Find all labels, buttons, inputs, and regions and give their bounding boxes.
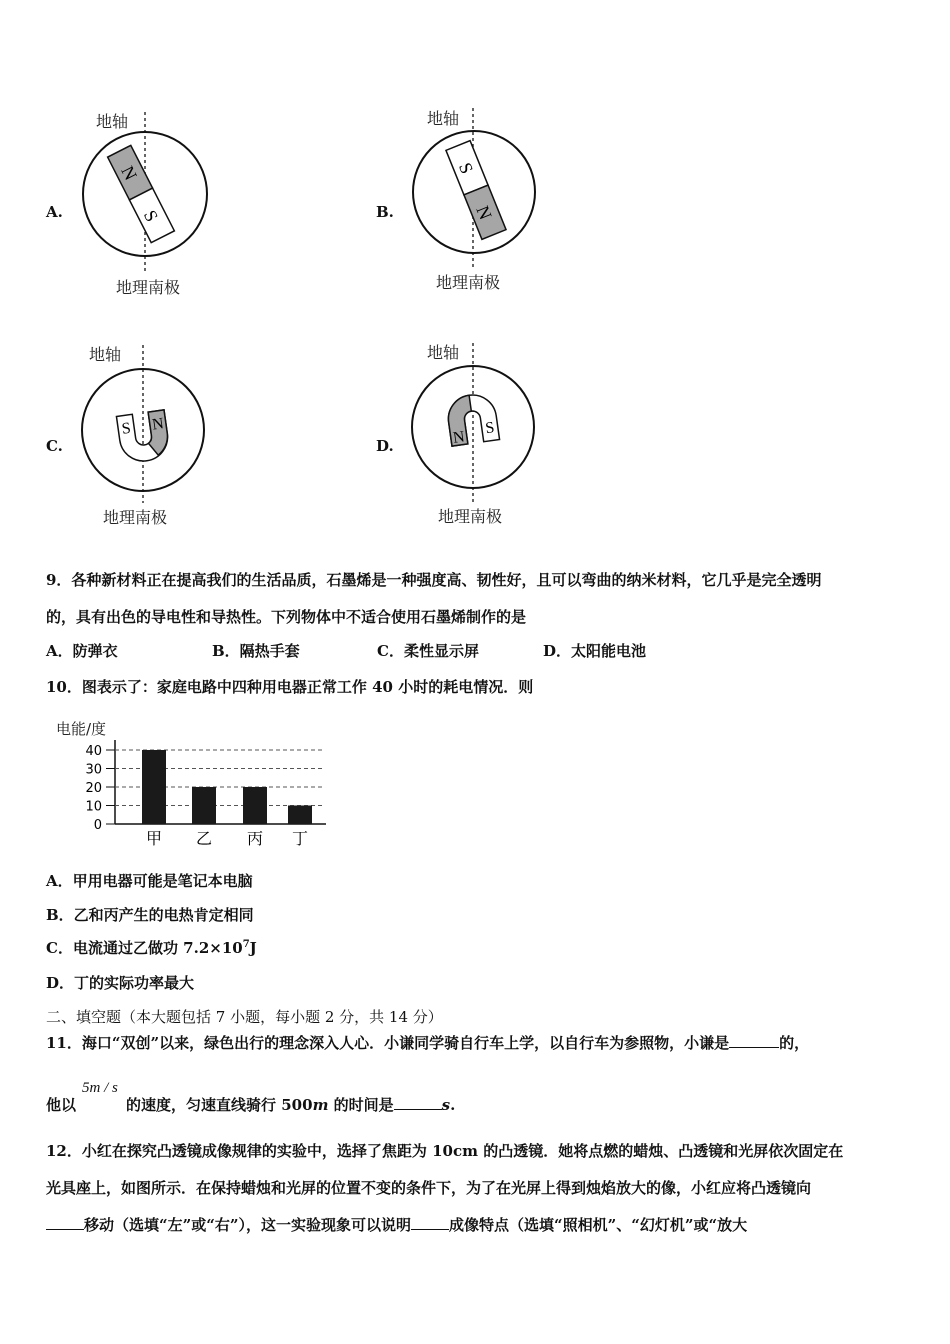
answer-blank-2[interactable] [394, 1109, 442, 1110]
q12-line1: 12．小红在探究凸透镜成像规律的实验中，选择了焦距为 10cm 的凸透镜．她将点燃的蜡烛、凸透镜和光屏依次固定在 [46, 1142, 844, 1160]
chart-ylabel: 电能/度 [56, 720, 107, 738]
north-pole-label: N [117, 162, 142, 184]
q9-stem-line2: 的，具有出色的导电性和导热性。下列物体中不适合使用石墨烯制作的是 [46, 608, 527, 626]
speed-expression: 5m / s [82, 1080, 118, 1096]
option-d-letter: D. [376, 437, 394, 455]
south-pole-label: 地理南极 [116, 278, 181, 297]
q12-line3: 移动（选填“左”或“右”），这一实验现象可以说明 成像特点（选填“照相机”、“幻灯机”或“放大 [46, 1214, 747, 1235]
q11-line1: 11．海口“双创”以来，绿色出行的理念深入人心．小谦同学骑自行车上学，以自行车为参照物，小谦是 的， [46, 1034, 810, 1052]
axis-label: 地轴 [96, 112, 129, 131]
axis-label: 地轴 [427, 343, 460, 362]
energy-bar-chart [50, 712, 340, 852]
south-pole-label: 地理南极 [438, 507, 503, 526]
compass-figure-d [405, 343, 550, 503]
q9-stem-line1: 9．各种新材料正在提高我们的生活品质，石墨烯是一种强度高、韧性好，且可以弯曲的纳米材料，它几乎是完全透明 [46, 571, 822, 589]
q11-line2: 他以 的速度，匀速直线骑行 500m 的时间是 s. [46, 1096, 456, 1114]
q10-stem: 10．图表示了：家庭电路中四种用电器正常工作 40 小时的耗电情况．则 [46, 678, 534, 696]
category-label: 甲 [145, 829, 163, 848]
q10-option-d: D．丁的实际功率最大 [46, 974, 195, 992]
q12-line2: 光具座上，如图所示．在保持蜡烛和光屏的位置不变的条件下，为了在光屏上得到烛焰放大的像，小红应将凸透镜向 [46, 1179, 812, 1197]
category-label: 丁 [291, 829, 309, 848]
south-pole-label: S [139, 206, 163, 225]
q9-option-d: D．太阳能电池 [543, 642, 647, 660]
answer-blank-4[interactable] [411, 1229, 449, 1230]
compass-figure-b [400, 108, 550, 278]
south-pole-label: S [120, 419, 132, 438]
bar-丁 [288, 806, 312, 825]
south-pole-label: 地理南极 [103, 508, 168, 527]
option-b-letter: B. [376, 203, 394, 221]
bar-丙 [243, 787, 267, 824]
category-label: 乙 [195, 829, 213, 848]
q10-option-a: A．甲用电器可能是笔记本电脑 [46, 872, 253, 890]
answer-blank-1[interactable] [729, 1047, 779, 1048]
y-tick-label: 20 [85, 781, 102, 796]
section-2-title: 二、填空题（本大题包括 7 小题，每小题 2 分，共 14 分） [46, 1008, 443, 1026]
compass-figure-a [70, 112, 220, 282]
option-c-letter: C. [46, 437, 63, 455]
answer-blank-3[interactable] [46, 1229, 84, 1230]
south-pole-label: S [484, 419, 496, 438]
axis-label: 地轴 [427, 109, 460, 128]
q9-option-b: B．隔热手套 [212, 642, 300, 660]
bar-甲 [142, 750, 166, 824]
y-tick-label: 10 [85, 799, 102, 815]
q9-option-c: C．柔性显示屏 [377, 642, 479, 660]
option-a-letter: A. [46, 203, 63, 221]
bar-乙 [192, 787, 216, 824]
south-pole-label: 地理南极 [436, 273, 501, 292]
south-pole-label: S [454, 159, 478, 177]
q9-option-a: A．防弹衣 [46, 642, 118, 660]
axis-label: 地轴 [89, 345, 122, 364]
q10-option-b: B．乙和丙产生的电热肯定相同 [46, 906, 254, 924]
q10-option-c: C．电流通过乙做功 $7.2\times 10^7J$ [46, 939, 257, 957]
y-tick-label: 0 [93, 818, 102, 833]
north-pole-label: N [451, 428, 466, 447]
north-pole-label: N [151, 415, 165, 434]
north-pole-label: N [472, 202, 496, 223]
y-tick-label: 40 [85, 744, 102, 759]
compass-figure-c [75, 345, 220, 505]
category-label: 丙 [246, 829, 264, 848]
y-tick-label: 30 [85, 762, 102, 778]
